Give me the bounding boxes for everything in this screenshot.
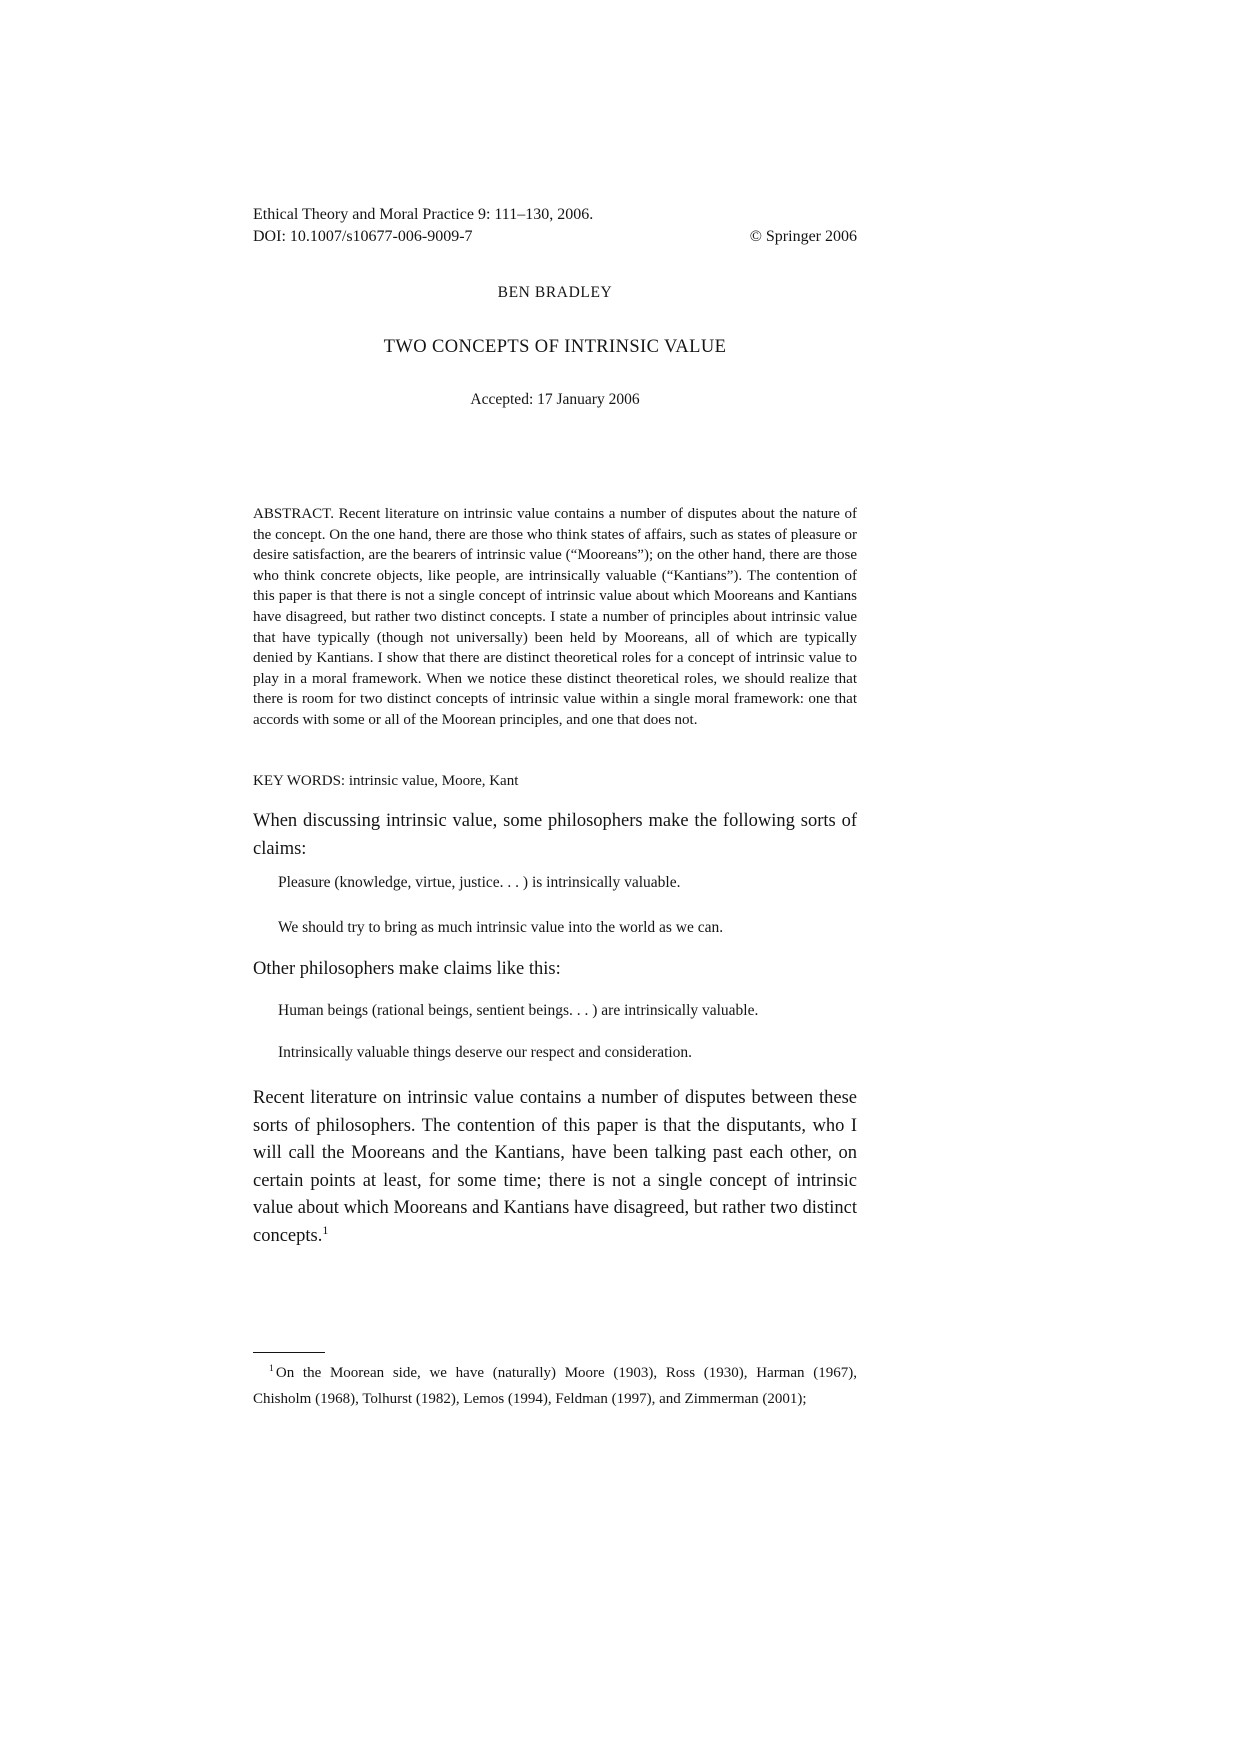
claim-quote-pleasure: Pleasure (knowledge, virtue, justice. . . ) is intrinsically valuable. [278,874,681,891]
intro-paragraph: When discussing intrinsic value, some philosophers make the following sorts of claims: [253,811,857,859]
doi-copyright-row [253,226,857,248]
accepted-date: Accepted: 17 January 2006 [470,391,640,408]
claim-quote-bring-value: We should try to bring as much intrinsic value into the world as we can. [278,919,724,936]
author-name: BEN BRADLEY [497,284,613,301]
journal-citation: Ethical Theory and Moral Practice 9: 111–130, 2006. [253,206,594,223]
paper-title: TWO CONCEPTS OF INTRINSIC VALUE [383,337,727,357]
claim-quote-human-beings: Human beings (rational beings, sentient beings. . . ) are intrinsically valuable. [278,1002,759,1019]
main-paragraph [253,1085,857,1250]
paper-page [253,0,857,1755]
claim-quote-respect: Intrinsically valuable things deserve our respect and consideration. [278,1044,693,1061]
other-philosophers-paragraph: Other philosophers make claims like this: [253,959,561,979]
footnote-divider [253,1352,325,1353]
abstract-paragraph: ABSTRACT. Recent literature on intrinsic value contains a number of disputes about the nature of the concept. On the one hand, there are those who think states of affairs, such as states of pleasure or desire satisfaction, are the bearers of intrinsic value (“Mooreans”); on the other hand, there are those who think concrete objects, like people, are intrinsically valuable (“Kantians”). The contention of this paper is that there is not a single concept of intrinsic value about which Mooreans and Kantians have disagreed, but rather two distinct concepts. I state a number of principles about intrinsic value that have typically (though not universally) been held by Mooreans, all of which are typically denied by Kantians. I show that there are distinct theoretical roles for a concept of intrinsic value to play in a moral framework. When we notice these distinct theoretical roles, we should realize that there is room for two distinct concepts of intrinsic value within a single moral framework: one that accords with some or all of the Moorean principles, and one that does not. [253,506,857,728]
doi-line: DOI: 10.1007/s10677-006-9009-7 [253,228,473,245]
footnote-marker: 1 [269,1363,274,1374]
journal-header [253,204,857,248]
keywords-line: KEY WORDS: intrinsic value, Moore, Kant [253,773,519,789]
copyright-notice: © Springer 2006 [749,228,857,245]
footnote [253,1361,857,1412]
footnote-text: On the Moorean side, we have (naturally) Moore (1903), Ross (1930), Harman (1967), Chisholm (1968), Tolhurst (1982), Lemos (1994), Feldman (1997), and Zimmerman (2001); [253,1365,857,1407]
footnote-reference: 1 [322,1222,329,1237]
main-paragraph-text: Recent literature on intrinsic value contains a number of disputes between these sorts of philosophers. The contention of this paper is that the disputants, who I will call the Mooreans and the Kantians, have been talking past each other, on certain points at least, for some time; there is not a single concept of intrinsic value about which Mooreans and Kantians have disagreed, but rather two distinct concepts. [253,1088,857,1246]
